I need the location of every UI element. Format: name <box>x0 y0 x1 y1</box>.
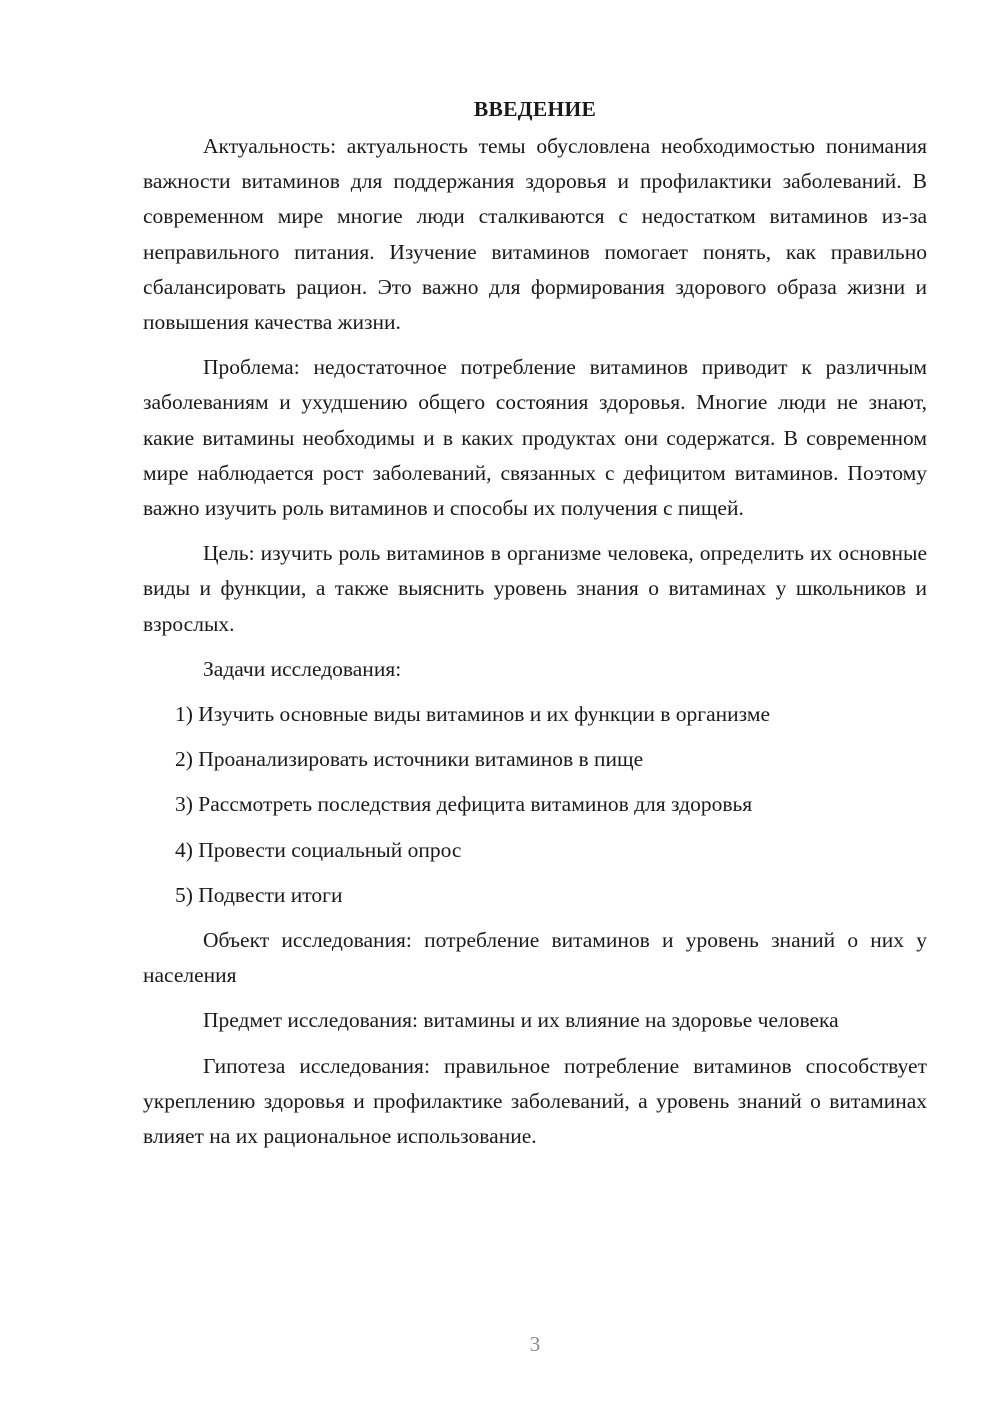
task-item-2: 2) Проанализировать источники витаминов в пище <box>175 747 644 772</box>
task-item-5: 5) Подвести итоги <box>175 882 343 907</box>
section-title: ВВЕДЕНИЕ <box>473 97 597 121</box>
task-item-3: 3) Рассмотреть последствия дефицита витаминов для здоровья <box>175 792 753 817</box>
tasks-list <box>143 697 927 913</box>
page-content <box>143 92 927 1154</box>
goal-paragraph: Цель: изучить роль витаминов в организме человека, определить их основные виды и функции, а также выяснить уровень знания о витаминах у школьников и взрослых. <box>143 541 927 636</box>
task-item-1: 1) Изучить основные виды витаминов и их функции в организме <box>175 702 771 727</box>
hypothesis-paragraph: Гипотеза исследования: правильное потребление витаминов способствует укреплению здоровья и профилактике заболеваний, а уровень знаний о витаминах влияет на их рациональное использование. <box>143 1053 927 1149</box>
page-number: 3 <box>529 1332 541 1356</box>
subject-paragraph: Предмет исследования: витамины и их влияние на здоровье человека <box>203 1008 839 1033</box>
problem-paragraph: Проблема: недостаточное потребление витаминов приводит к различным заболеваниям и ухудшению общего состояния здоровья. Многие люди не знают, какие витамины необходимы и в каких продуктах они содержатся. В современном мире наблюдается рост заболеваний, связанных с дефицитом витаминов. Поэтому важно изучить роль витаминов и способы их получения с пищей. <box>143 355 927 521</box>
tasks-heading: Задачи исследования: <box>203 656 402 681</box>
task-item-4: 4) Провести социальный опрос <box>175 837 462 862</box>
object-paragraph: Объект исследования: потребление витаминов и уровень знаний о них у населения <box>143 928 927 988</box>
relevance-paragraph: Актуальность: актуальность темы обусловлена необходимостью понимания важности витаминов для поддержания здоровья и профилактики заболеваний. В современном мире многие люди сталкиваются с недостатком витаминов из-за неправильного питания. Изучение витаминов помогает понять, как правильно сбалансировать рацион. Это важно для формирования здорового образа жизни и повышения качества жизни. <box>143 134 927 335</box>
